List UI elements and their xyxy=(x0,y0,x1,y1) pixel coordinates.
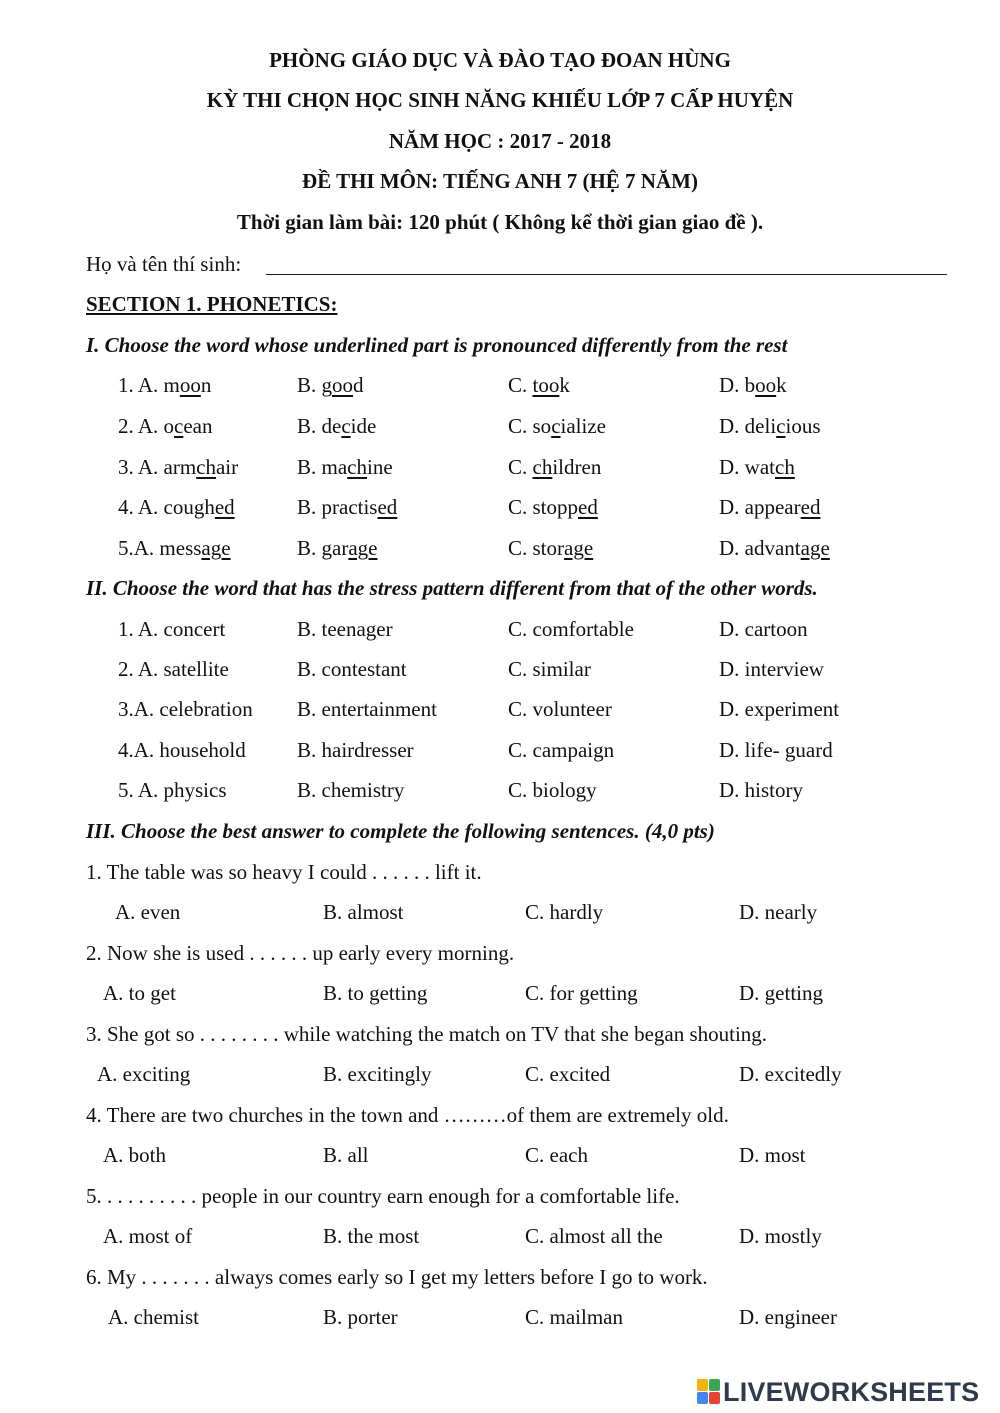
answer-option[interactable]: B. porter xyxy=(323,1305,398,1329)
underlined-sound: ed xyxy=(214,495,235,519)
answer-option[interactable] xyxy=(297,495,397,520)
underlined-sound: ed xyxy=(800,495,821,519)
candidate-name-label: Họ và tên thí sinh: xyxy=(86,252,242,276)
answer-option[interactable]: B. the most xyxy=(323,1224,420,1248)
answer-option[interactable]: D. excitedly xyxy=(739,1062,842,1086)
option-text-start: D. appear xyxy=(719,495,801,519)
underlined-sound: ch xyxy=(532,455,553,479)
option-text-start: B. practis xyxy=(297,495,378,519)
question-text: 1. The table was so heavy I could . . . . . . lift it. xyxy=(86,860,482,884)
option-text-start: D. wat xyxy=(719,455,775,479)
answer-option[interactable]: C. almost all the xyxy=(525,1224,663,1248)
answer-option[interactable] xyxy=(297,414,376,439)
liveworksheets-logo-text: LIVEWORKSHEETS xyxy=(723,1376,980,1407)
answer-option[interactable] xyxy=(719,414,821,439)
answer-option[interactable]: B. to getting xyxy=(323,981,428,1005)
option-text-end: ildren xyxy=(552,455,602,479)
answer-option[interactable]: A. both xyxy=(103,1143,166,1167)
question-text: 4. There are two churches in the town and ………of them are extremely old. xyxy=(86,1103,729,1127)
option-text-start: 5.A. mess xyxy=(118,536,202,560)
answer-option[interactable] xyxy=(118,536,231,561)
underlined-sound: ed xyxy=(377,495,398,519)
answer-option[interactable] xyxy=(719,373,787,398)
answer-option[interactable]: A. even xyxy=(115,900,181,924)
header-school-year: NĂM HỌC : 2017 - 2018 xyxy=(388,129,612,153)
answer-option[interactable]: C. for getting xyxy=(525,981,638,1005)
answer-option[interactable]: A. most of xyxy=(103,1224,193,1248)
underlined-sound: ch xyxy=(347,455,367,479)
instruction-part-1: I. Choose the word whose underlined part is pronounced differently from the rest xyxy=(86,333,788,357)
answer-option[interactable]: D. experiment xyxy=(719,697,840,721)
option-text-start: C. so xyxy=(508,414,552,438)
answer-option[interactable]: C. mailman xyxy=(525,1305,623,1329)
answer-option[interactable]: D. history xyxy=(719,778,803,802)
option-text-start: B. gar xyxy=(297,536,349,560)
answer-option[interactable] xyxy=(508,536,593,561)
liveworksheets-logo-icon xyxy=(697,1379,721,1405)
header-department: PHÒNG GIÁO DỤC VÀ ĐÀO TẠO ĐOAN HÙNG xyxy=(269,48,731,72)
answer-option[interactable]: C. volunteer xyxy=(508,697,612,721)
candidate-name-field[interactable] xyxy=(266,274,947,275)
underlined-sound: age xyxy=(800,536,830,560)
answer-option[interactable]: A. to get xyxy=(103,981,176,1005)
option-text-start: 2. A. o xyxy=(118,414,175,438)
answer-option[interactable]: B. hairdresser xyxy=(297,738,414,762)
option-text-start: C. xyxy=(508,455,533,479)
answer-option[interactable]: A. exciting xyxy=(97,1062,191,1086)
instruction-part-3: III. Choose the best answer to complete the following sentences. (4,0 pts) xyxy=(86,819,715,843)
answer-option[interactable] xyxy=(508,373,570,398)
header-subject: ĐỀ THI MÔN: TIẾNG ANH 7 (HỆ 7 NĂM) xyxy=(302,169,698,193)
answer-option[interactable]: C. hardly xyxy=(525,900,604,924)
underlined-sound: ch xyxy=(775,455,795,479)
underlined-sound: ch xyxy=(196,455,216,479)
answer-option[interactable]: D. life- guard xyxy=(719,738,833,762)
answer-option[interactable]: D. nearly xyxy=(739,900,818,924)
underlined-sound: oo xyxy=(179,373,201,397)
option-text-start: C. stopp xyxy=(508,495,579,519)
answer-option[interactable] xyxy=(118,455,238,480)
option-text-start: B. g xyxy=(297,373,333,397)
header-time-limit: Thời gian làm bài: 120 phút ( Không kể thời gian giao đề ). xyxy=(236,210,764,234)
answer-option[interactable]: C. excited xyxy=(525,1062,611,1086)
option-text-end: air xyxy=(215,455,239,479)
option-text-start: 3. A. arm xyxy=(118,455,197,479)
answer-option[interactable]: D. interview xyxy=(719,657,824,681)
question-text: 6. My . . . . . . . always comes early so I get my letters before I go to work. xyxy=(86,1265,708,1289)
option-text-start: C. xyxy=(508,373,533,397)
question-text: 5. . . . . . . . . . people in our country earn enough for a comfortable life. xyxy=(86,1184,680,1208)
option-text-end: n xyxy=(200,373,212,397)
answer-option[interactable] xyxy=(719,455,795,480)
section-title-phonetics: SECTION 1. PHONETICS: xyxy=(86,292,338,316)
answer-option[interactable] xyxy=(118,414,213,439)
liveworksheets-logo xyxy=(697,1378,979,1406)
underlined-sound: c xyxy=(341,414,351,438)
answer-option[interactable]: B. excitingly xyxy=(323,1062,432,1086)
question-text: 3. She got so . . . . . . . . while watching the match on TV that she began shouting. xyxy=(86,1022,768,1046)
answer-option[interactable]: D. most xyxy=(739,1143,806,1167)
underlined-sound: c xyxy=(174,414,184,438)
option-text-end: ide xyxy=(350,414,377,438)
answer-option[interactable] xyxy=(508,455,601,480)
answer-option[interactable]: 1. A. concert xyxy=(118,617,226,641)
answer-option[interactable]: B. teenager xyxy=(297,617,393,641)
underlined-sound: age xyxy=(564,536,594,560)
option-text-start: C. stor xyxy=(508,536,565,560)
underlined-sound: age xyxy=(348,536,378,560)
answer-option[interactable]: D. engineer xyxy=(739,1305,837,1329)
answer-option[interactable]: C. each xyxy=(525,1143,588,1167)
option-text-end: ialize xyxy=(560,414,606,438)
option-text-start: 1. A. m xyxy=(118,373,180,397)
answer-option[interactable]: B. almost xyxy=(323,900,404,924)
option-text-start: B. de xyxy=(297,414,342,438)
answer-option[interactable] xyxy=(719,495,820,520)
header-exam-name: KỲ THI CHỌN HỌC SINH NĂNG KHIẾU LỚP 7 CẤP HUYỆN xyxy=(206,88,794,112)
answer-option[interactable]: C. similar xyxy=(508,657,591,681)
underlined-sound: c xyxy=(551,414,561,438)
underlined-sound: oo xyxy=(755,373,777,397)
answer-option[interactable]: D. cartoon xyxy=(719,617,808,641)
option-text-start: B. ma xyxy=(297,455,348,479)
answer-option[interactable] xyxy=(297,536,377,561)
option-text-end: k xyxy=(559,373,570,397)
answer-option[interactable]: C. biology xyxy=(508,778,597,802)
answer-option[interactable]: A. chemist xyxy=(108,1305,199,1329)
underlined-sound: too xyxy=(532,373,560,397)
option-text-end: ean xyxy=(183,414,213,438)
option-text-end: ious xyxy=(785,414,821,438)
answer-option[interactable]: 5. A. physics xyxy=(118,778,227,802)
underlined-sound: c xyxy=(776,414,786,438)
underlined-sound: oo xyxy=(332,373,354,397)
answer-option[interactable]: 3.A. celebration xyxy=(118,697,253,721)
option-text-start: D. deli xyxy=(719,414,777,438)
option-text-end: ine xyxy=(367,455,393,479)
answer-option[interactable]: B. entertainment xyxy=(297,697,437,721)
answer-option[interactable] xyxy=(118,495,235,520)
answer-option[interactable]: 2. A. satellite xyxy=(118,657,229,681)
instruction-part-2: II. Choose the word that has the stress pattern different from that of the other words. xyxy=(86,576,818,600)
option-text-start: 4. A. cough xyxy=(118,495,215,519)
underlined-sound: ed xyxy=(578,495,598,519)
answer-option[interactable] xyxy=(508,495,598,520)
answer-option[interactable]: D. getting xyxy=(739,981,823,1005)
question-text: 2. Now she is used . . . . . . up early every morning. xyxy=(86,941,515,965)
answer-option[interactable] xyxy=(297,373,364,398)
answer-option[interactable]: B. chemistry xyxy=(297,778,405,802)
answer-option[interactable]: D. mostly xyxy=(739,1224,822,1248)
answer-option[interactable] xyxy=(508,414,606,439)
answer-option[interactable]: C. campaign xyxy=(508,738,615,762)
answer-option[interactable] xyxy=(118,373,211,398)
answer-option[interactable]: C. comfortable xyxy=(508,617,634,641)
option-text-start: D. b xyxy=(719,373,756,397)
answer-option[interactable]: B. contestant xyxy=(297,657,407,681)
option-text-end: d xyxy=(353,373,364,397)
answer-option[interactable]: 4.A. household xyxy=(118,738,246,762)
option-text-end: k xyxy=(776,373,787,397)
answer-option[interactable]: B. all xyxy=(323,1143,369,1167)
option-text-start: D. advant xyxy=(719,536,801,560)
answer-option[interactable] xyxy=(297,455,393,480)
answer-option[interactable] xyxy=(719,536,830,561)
underlined-sound: age xyxy=(201,536,231,560)
